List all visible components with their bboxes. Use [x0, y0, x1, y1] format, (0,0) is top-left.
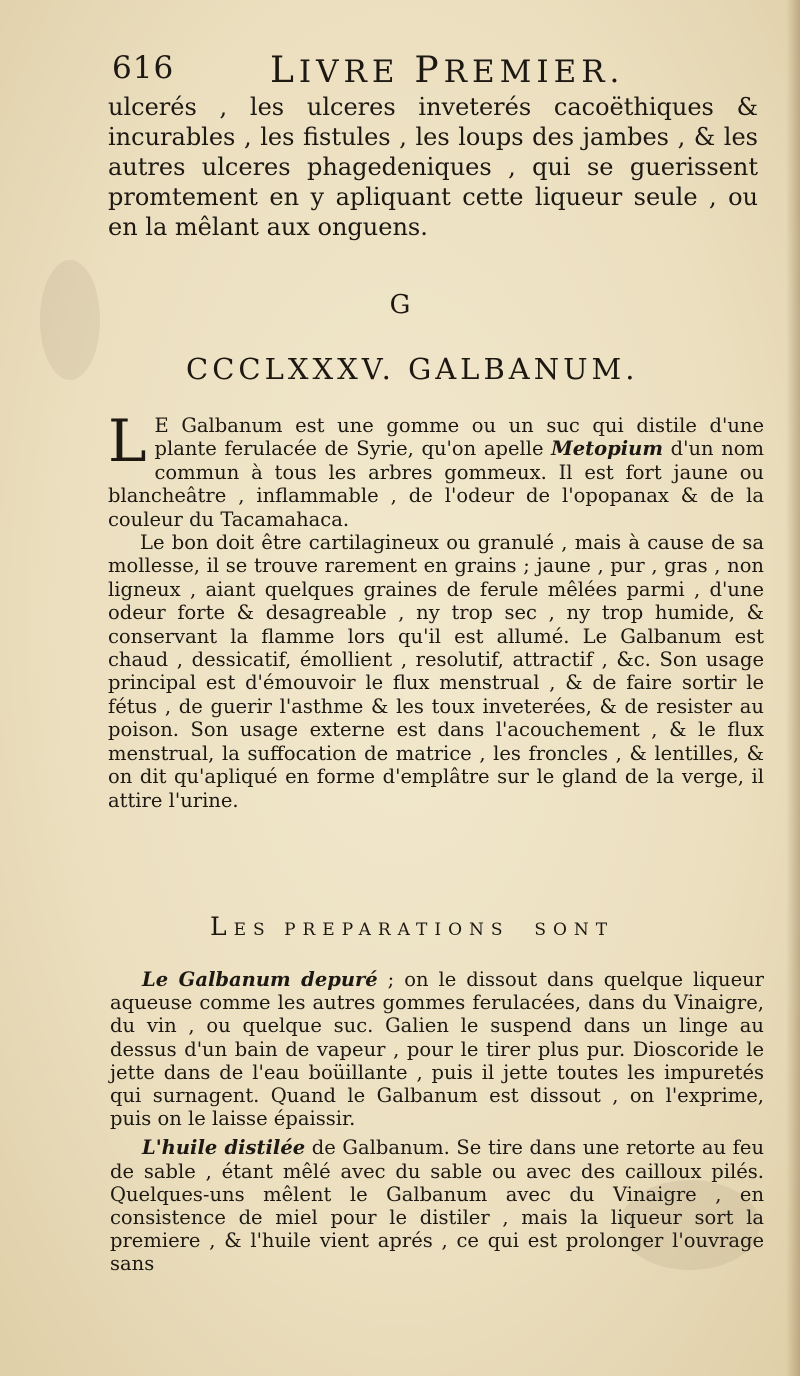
continued-paragraph: ulcerés , les ulceres inveterés cacoëthiques & incurables , les fistules , les loups des jambes , & les autres ulceres phagedeniques , qui se guerissent promtement en y apliquant cette liqueur seule , ou en la mêlant aux onguens.: [108, 93, 758, 241]
section-heading: [210, 912, 690, 941]
section-heading-cap: L: [210, 912, 234, 941]
page-edge-shadow: [786, 0, 800, 1376]
text-span: ; on le dissout dans quelque liqueur aqueuse comme les autres gommes ferulacées, dans du Vinaigre, du vin , ou quelque suc. Galien le suspend dans un linge au dessus d'un bain de vapeur , pour le tirer plus pur. Dioscoride le jette dans de l'eau boüillante , puis il jette toutes les impuretés qui surnagent. Quand le Galbanum est dissout , on l'exprime, puis on le laisse épaissir.: [110, 968, 764, 1131]
running-title: [270, 50, 624, 91]
text-span: E Galbanum est une gomme ou un suc qui distile d'une plante ferulacée de Syrie, qu'on apelle: [154, 414, 764, 461]
running-title-part: REMIER.: [443, 54, 625, 90]
paper-stain: [40, 260, 100, 380]
page-number: 616: [112, 50, 175, 86]
preparation-paragraph: [110, 1136, 764, 1275]
article-body: [108, 407, 764, 812]
preparations-body: [110, 968, 764, 1282]
page-header: [112, 50, 762, 94]
running-title-cap: L: [270, 50, 299, 91]
text-span: de Galbanum. Se tire dans une retorte au feu de sable , étant mêlé avec du sable ou avec des cailloux pilés. Quelques-uns mêlent le Galbanum avec du Vinaigre , en consistence de miel pour le distiler , mais la liqueur sort la premiere , & l'huile vient aprés , ce qui est prolonger l'ouvrage sans: [110, 1136, 765, 1276]
running-title-part: IVRE: [298, 54, 400, 90]
italic-term: Le Galbanum depuré: [142, 968, 378, 991]
section-heading-part: ES PREPARATIONS: [233, 920, 510, 940]
article-paragraph: [108, 407, 764, 531]
article-paragraph: Le bon doit être cartilagineux ou granulé , mais à cause de sa mollesse, il se trouve rarement en grains ; jaune , pur , gras , non ligneux , aiant quelques graines de ferule mêlées parmi , d'une odeur forte & desagreable , ny trop sec , ny trop humide, & conservant la flamme lors qu'il est allumé. Le Galbanum est chaud , dessicatif, émollient , resolutif, attractif , &c. Son usage principal est d'émouvoir le flux menstrual , & de faire sortir le fétus , de guerir l'asthme & les toux inveterées, & de resister au poison. Son usage externe est dans l'acouchement , & le flux menstrual, la suffocation de matrice , les froncles , & lentilles, & on dit qu'apliqué en forme d'emplâtre sur le gland de la verge, il attire l'urine.: [108, 531, 764, 812]
drop-cap: L: [108, 407, 147, 475]
running-title-cap: P: [414, 50, 444, 91]
letter-heading: G: [389, 290, 411, 320]
section-heading-part: SONT: [534, 920, 615, 940]
italic-term: Metopium: [551, 437, 663, 461]
article-title: CCCLXXXV. GALBANUM.: [186, 352, 639, 386]
text-span: d'un nom commun à tous les arbres gommeux. Il est fort jaune ou blancheâtre , inflammable , de l'odeur de l'opopanax & de la couleur du Tacamahaca.: [108, 437, 764, 531]
preparation-paragraph: [110, 968, 764, 1130]
italic-term: L'huile distilée: [142, 1136, 306, 1160]
